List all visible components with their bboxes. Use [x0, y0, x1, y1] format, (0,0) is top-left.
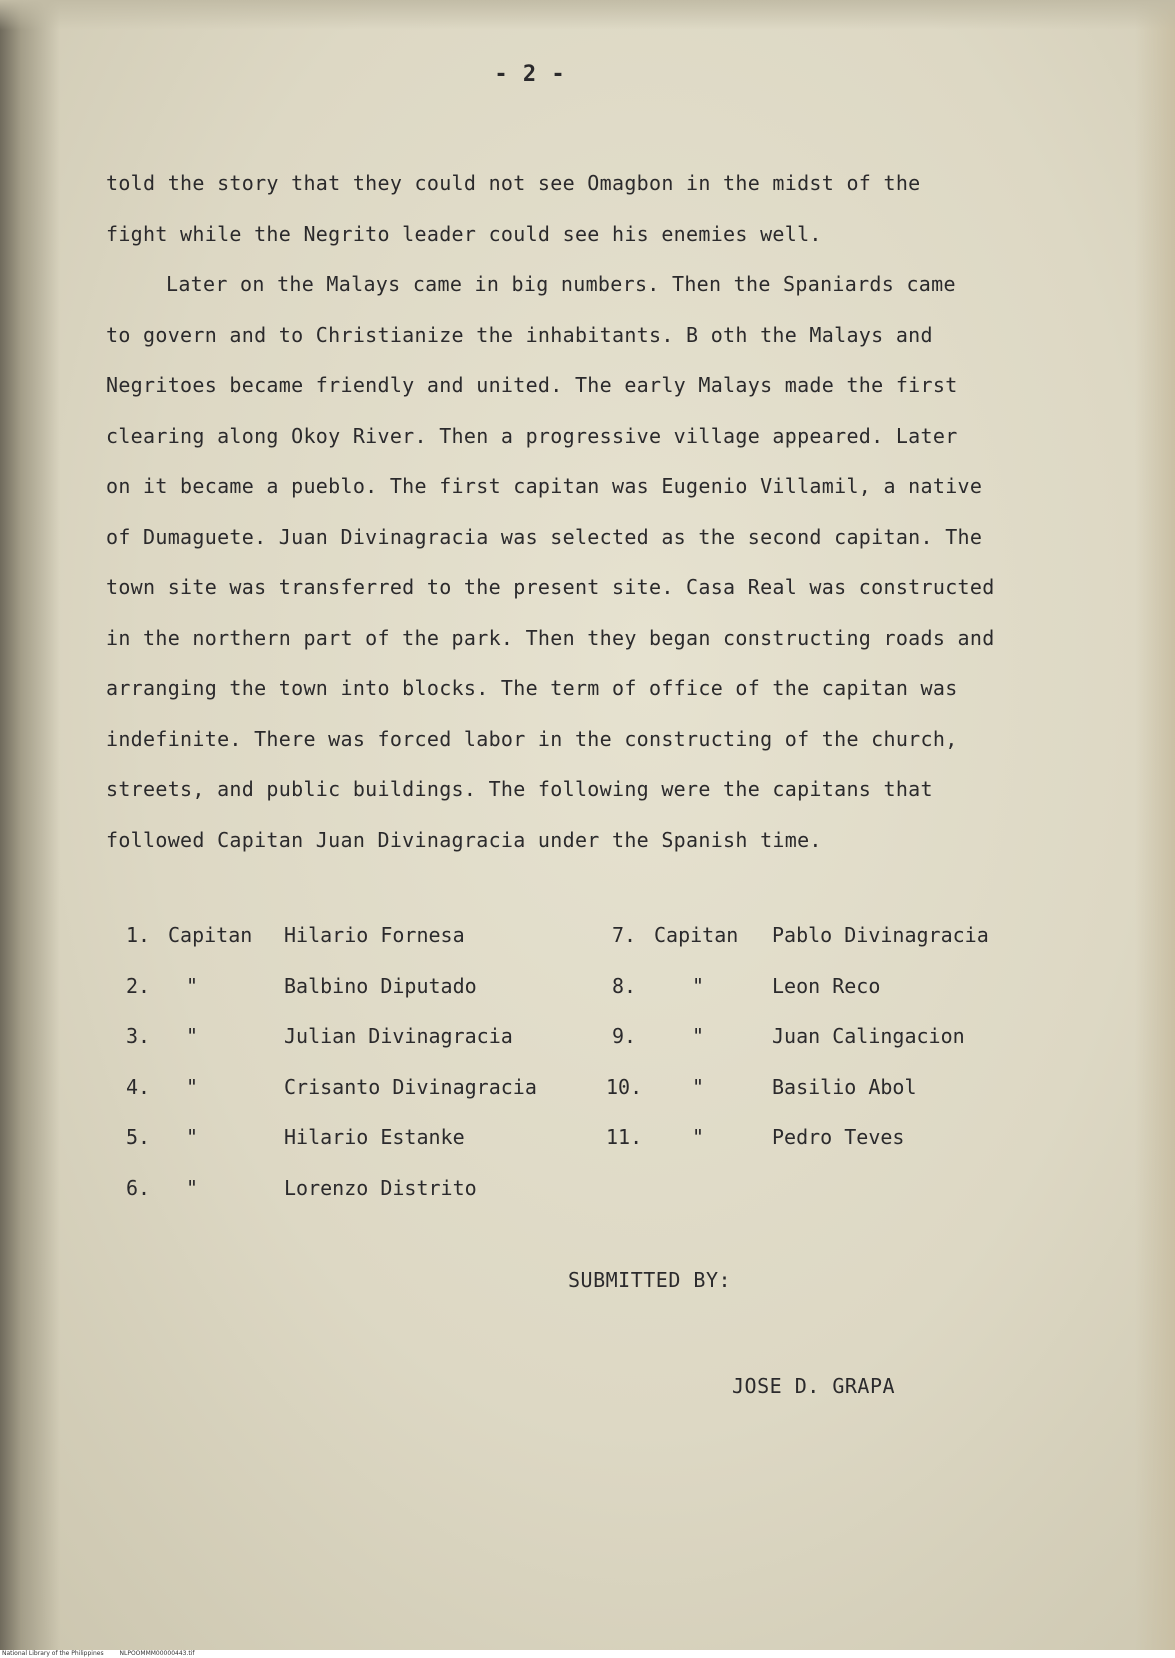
list-title: Capitan — [654, 923, 739, 947]
list-name: Lorenzo Distrito — [284, 1175, 477, 1200]
signatory-name: JOSE D. GRAPA — [732, 1374, 896, 1398]
text-line-indented — [106, 259, 1036, 310]
list-name: Leon Reco — [772, 973, 881, 998]
text-line: on it became a pueblo. The first capitan was Eugenio Villamil, a native — [106, 474, 983, 498]
text-line: indefinite. There was forced labor in the constructing of the church, — [106, 726, 958, 751]
list-name: Juan Calingacion — [772, 1024, 965, 1048]
body-text — [106, 158, 1036, 865]
text-line: told the story that they could not see Omagbon in the midst of the — [106, 171, 921, 195]
list-title: " — [692, 1125, 705, 1149]
submitted-by-label: SUBMITTED BY: — [568, 1268, 732, 1292]
text-line: of Dumaguete. Juan Divinagracia was selected as the second capitan. The — [106, 524, 983, 549]
text-line: Negritoes became friendly and united. The early Malays made the first — [106, 373, 958, 397]
list-name: Pedro Teves — [772, 1125, 905, 1149]
list-number: 6. — [126, 1175, 151, 1200]
text-line: arranging the town into blocks. The term of office of the capitan was — [106, 676, 958, 700]
list-title: " — [186, 973, 199, 998]
list-name: Balbino Diputado — [284, 973, 477, 998]
list-name: Pablo Divinagracia — [772, 923, 989, 947]
list-name: Julian Divinagracia — [284, 1024, 513, 1048]
text-line: fight while the Negrito leader could see his enemies well. — [106, 221, 822, 246]
list-title: " — [692, 1024, 705, 1048]
text-line-content: Later on the Malays came in big numbers. Then the Spaniards came — [166, 272, 956, 296]
list-number: 4. — [126, 1074, 151, 1099]
list-title: " — [692, 1074, 705, 1099]
footer-file-id: NLPOOMMM00000443.tif — [119, 1650, 195, 1657]
list-name: Hilario Estanke — [284, 1125, 465, 1149]
text-line: streets, and public buildings. The following were the capitans that — [106, 777, 933, 801]
page-edge-shadow-left — [0, 0, 60, 1650]
list-title: " — [186, 1074, 199, 1099]
text-line: to govern and to Christianize the inhabitants. B oth the Malays and — [106, 322, 933, 347]
list-number: 1. — [126, 923, 151, 947]
text-line: in the northern part of the park. Then they began constructing roads and — [106, 625, 995, 650]
list-name: Crisanto Divinagracia — [284, 1074, 537, 1099]
list-number: 9. — [612, 1024, 637, 1048]
list-number: 10. — [606, 1074, 643, 1099]
list-number: 8. — [612, 973, 637, 998]
list-title: " — [692, 973, 705, 998]
list-number: 5. — [126, 1125, 151, 1149]
list-title: " — [186, 1175, 199, 1200]
footer-library: National Library of the Philippines — [2, 1650, 104, 1657]
list-number: 7. — [612, 923, 637, 947]
list-number: 3. — [126, 1024, 151, 1048]
text-line: clearing along Okoy River. Then a progressive village appeared. Later — [106, 423, 958, 448]
footer-text — [2, 1650, 209, 1658]
text-line: followed Capitan Juan Divinagracia under the Spanish time. — [106, 827, 822, 852]
text-line: town site was transferred to the present site. Casa Real was constructed — [106, 575, 995, 599]
list-name: Basilio Abol — [772, 1074, 917, 1099]
list-name: Hilario Fornesa — [284, 923, 465, 947]
list-title: Capitan — [168, 923, 253, 947]
list-title: " — [186, 1125, 199, 1149]
list-number: 2. — [126, 973, 151, 998]
list-title: " — [186, 1024, 199, 1048]
footer-strip — [0, 1650, 1175, 1658]
page-edge-shadow-top — [0, 0, 1175, 30]
page-edge-shadow-right — [1135, 0, 1175, 1650]
list-number: 11. — [606, 1125, 643, 1149]
page-number: - 2 - — [494, 62, 566, 87]
